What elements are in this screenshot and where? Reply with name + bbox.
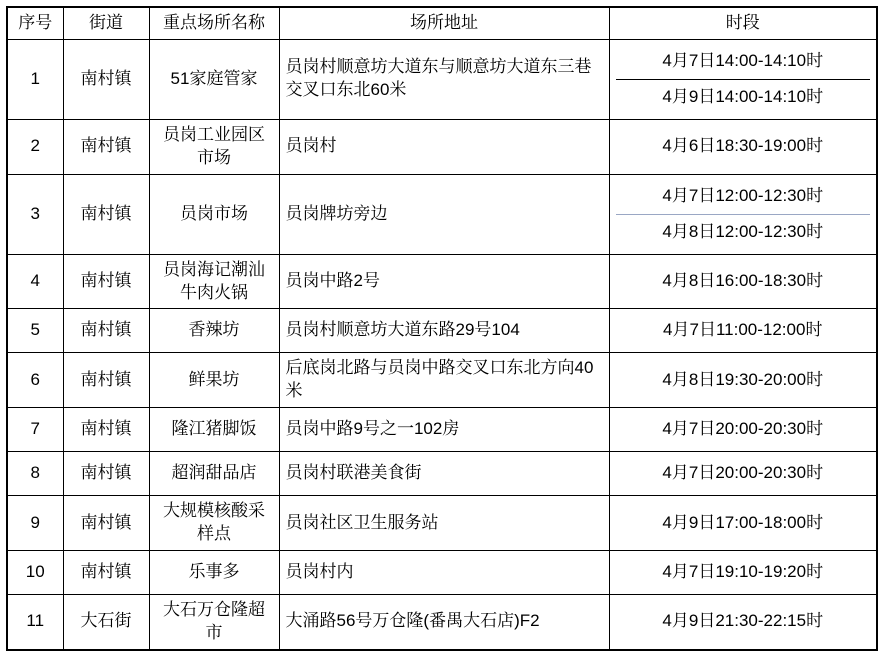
time-list — [616, 604, 871, 639]
cell-street: 南村镇 — [63, 119, 149, 174]
time-list — [616, 264, 871, 299]
cell-venue-name: 乐事多 — [149, 551, 279, 595]
cell-time — [609, 39, 877, 119]
cell-address: 员岗中路9号之一102房 — [279, 408, 609, 452]
cell-address: 员岗村 — [279, 119, 609, 174]
cell-address: 大涌路56号万仓隆(番禺大石店)F2 — [279, 594, 609, 649]
cell-street: 南村镇 — [63, 254, 149, 309]
time-list — [616, 456, 871, 491]
cell-venue-name: 员岗海记潮汕牛肉火锅 — [149, 254, 279, 309]
time-list — [616, 44, 871, 115]
cell-street: 大石街 — [63, 594, 149, 649]
cell-address: 后底岗北路与员岗中路交叉口东北方向40米 — [279, 353, 609, 408]
cell-venue-name: 大规模核酸采样点 — [149, 496, 279, 551]
time-entry: 4月8日16:00-18:30时 — [662, 271, 824, 291]
cell-index: 9 — [7, 496, 63, 551]
time-entry: 4月9日21:30-22:15时 — [662, 611, 824, 631]
table-row — [7, 39, 877, 119]
table-row — [7, 254, 877, 309]
cell-venue-name: 员岗工业园区市场 — [149, 119, 279, 174]
time-list — [616, 129, 871, 164]
cell-time — [609, 254, 877, 309]
cell-venue-name: 大石万仓隆超市 — [149, 594, 279, 649]
time-list — [616, 363, 871, 398]
cell-time — [609, 174, 877, 254]
cell-street: 南村镇 — [63, 309, 149, 353]
cell-address: 员岗社区卫生服务站 — [279, 496, 609, 551]
cell-venue-name: 鲜果坊 — [149, 353, 279, 408]
cell-address: 员岗村顺意坊大道东路29号104 — [279, 309, 609, 353]
cell-street: 南村镇 — [63, 551, 149, 595]
table-row — [7, 119, 877, 174]
cell-street: 南村镇 — [63, 408, 149, 452]
time-entry: 4月7日19:10-19:20时 — [662, 562, 824, 581]
cell-street: 南村镇 — [63, 39, 149, 119]
time-entry: 4月7日12:00-12:30时 — [662, 185, 824, 205]
column-header-street: 街道 — [63, 7, 149, 39]
cell-time — [609, 408, 877, 452]
cell-street: 南村镇 — [63, 353, 149, 408]
cell-time — [609, 496, 877, 551]
time-entry: 4月8日19:30-20:00时 — [662, 369, 824, 389]
time-list — [616, 506, 871, 541]
time-entry: 4月6日18:30-19:00时 — [662, 136, 824, 156]
time-entry: 4月9日17:00-18:00时 — [662, 512, 824, 532]
header-row — [7, 7, 877, 39]
table-row — [7, 594, 877, 649]
cell-time — [609, 452, 877, 496]
table-row — [7, 353, 877, 408]
column-header-time: 时段 — [609, 7, 877, 39]
time-entry: 4月8日12:00-12:30时 — [616, 214, 871, 250]
cell-venue-name: 香辣坊 — [149, 309, 279, 353]
cell-index: 1 — [7, 39, 63, 119]
cell-address: 员岗牌坊旁边 — [279, 174, 609, 254]
cell-index: 7 — [7, 408, 63, 452]
time-entry: 4月9日14:00-14:10时 — [616, 79, 871, 115]
table-row — [7, 408, 877, 452]
table-row — [7, 452, 877, 496]
table-body — [7, 39, 877, 649]
time-entry: 4月7日20:00-20:30时 — [662, 419, 824, 439]
cell-index: 11 — [7, 594, 63, 649]
venue-table — [6, 6, 878, 651]
table-row — [7, 551, 877, 595]
cell-time — [609, 353, 877, 408]
time-list — [616, 179, 871, 250]
time-entry: 4月7日20:00-20:30时 — [662, 463, 824, 483]
cell-time — [609, 594, 877, 649]
column-header-venue-name: 重点场所名称 — [149, 7, 279, 39]
cell-index: 5 — [7, 309, 63, 353]
column-header-index: 序号 — [7, 7, 63, 39]
time-list — [616, 313, 871, 348]
cell-venue-name: 51家庭管家 — [149, 39, 279, 119]
cell-address: 员岗中路2号 — [279, 254, 609, 309]
table-row — [7, 174, 877, 254]
table-row — [7, 309, 877, 353]
cell-venue-name: 超润甜品店 — [149, 452, 279, 496]
cell-time — [609, 119, 877, 174]
cell-index: 10 — [7, 551, 63, 595]
cell-time — [609, 551, 877, 595]
cell-address: 员岗村顺意坊大道东与顺意坊大道东三巷交叉口东北60米 — [279, 39, 609, 119]
cell-street: 南村镇 — [63, 174, 149, 254]
time-entry: 4月7日11:00-12:00时 — [663, 320, 823, 340]
cell-index: 2 — [7, 119, 63, 174]
table-header — [7, 7, 877, 39]
cell-index: 8 — [7, 452, 63, 496]
cell-address: 员岗村内 — [279, 551, 609, 595]
cell-venue-name: 员岗市场 — [149, 174, 279, 254]
cell-street: 南村镇 — [63, 496, 149, 551]
column-header-address: 场所地址 — [279, 7, 609, 39]
time-list — [616, 412, 871, 447]
time-list — [616, 555, 871, 590]
cell-index: 3 — [7, 174, 63, 254]
cell-time — [609, 309, 877, 353]
table-row — [7, 496, 877, 551]
cell-street: 南村镇 — [63, 452, 149, 496]
cell-index: 6 — [7, 353, 63, 408]
cell-index: 4 — [7, 254, 63, 309]
cell-venue-name: 隆江猪脚饭 — [149, 408, 279, 452]
time-entry: 4月7日14:00-14:10时 — [662, 50, 824, 70]
cell-address: 员岗村联港美食街 — [279, 452, 609, 496]
